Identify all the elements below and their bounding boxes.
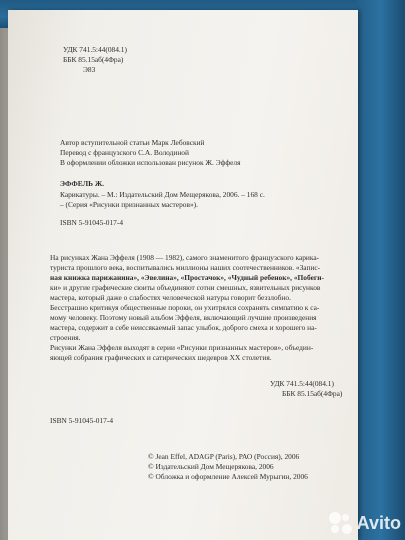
- annotation-line: яющей собрания графических и сатирических шедевров XX столетия.: [50, 353, 272, 362]
- annotation-line: Рисунки Жана Эффеля выходят в серии «Рисунки признанных мастеров», объедин-: [50, 343, 314, 352]
- annotation-line: Бесстрашно критикуя общественные пороки, он ухитрялся сохранять симпатию к са-: [50, 303, 320, 312]
- annotation-line: туриста прошлого века, воспитывались миллионы наших соотечественников. «Запис-: [50, 263, 321, 272]
- annotation-line: мому человеку. Поэтому новый альбом Эффеля, включающий лучшие произведения: [50, 313, 317, 322]
- avito-logo-icon: [327, 510, 353, 536]
- annotation-line: строения.: [50, 333, 81, 342]
- udk-code-top: УДК 741.5:44(084.1): [63, 45, 127, 54]
- bbk-code-top: ББК 85.15аб(4Фра): [63, 55, 124, 64]
- credit-translator: Перевод с французского С.А. Володиной: [60, 148, 189, 157]
- annotation-line: На рисунках Жана Эффеля (1908 — 1982), самого знаменитого французского карика-: [50, 253, 320, 262]
- credit-cover: В оформлении обложки использован рисунок Ж. Эффеля: [60, 158, 241, 167]
- biblio-line-1: Карикатуры. – М.: Издательский Дом Мещерякова, 2006. – 168 с.: [60, 190, 265, 199]
- imprint-page: [8, 10, 358, 540]
- copyright-line: © Обложка и оформление Алексей Мурыгин, 2006: [148, 472, 308, 481]
- author-heading: ЭФФЕЛЬ Ж.: [60, 179, 104, 188]
- cutter-mark: Э83: [83, 65, 96, 74]
- annotation-line: мастера, содержит в себе неиссякаемый запас улыбок, доброго смеха и хорошего на-: [50, 323, 317, 332]
- isbn-top: ISBN 5-91045-017-4: [60, 218, 124, 227]
- annotation-line: ная книжка парижанина», «Эвелина», «Простачок», «Чудный ребенок», «Побеги-: [50, 273, 324, 282]
- annotation-line: мастера, который даже о слабостях человеческой натуры говорит беззлобно.: [50, 293, 291, 302]
- udk-code-right: УДК 741.5:44(084.1): [270, 379, 334, 388]
- copyright-line: © Издательский Дом Мещерякова, 2006: [148, 462, 274, 471]
- biblio-line-2: – (Серия «Рисунки признанных мастеров»).: [60, 200, 198, 209]
- avito-watermark-text: Avito: [356, 512, 401, 533]
- copyright-line: © Jean Effel, ADAGP (Paris), РАО (Россия), 2006: [148, 452, 300, 461]
- bbk-code-right: ББК 85.15аб(4Фра): [282, 389, 343, 398]
- credit-author-intro: Автор вступительной статьи Марк Лебовский: [60, 138, 205, 147]
- isbn-bottom: ISBN 5-91045-017-4: [50, 416, 114, 425]
- book-cover-right-edge: [357, 0, 405, 540]
- avito-watermark: [327, 510, 401, 536]
- annotation-line: ки» и другие графические сюиты объединяют сотни смешных, язвительных рисунков: [50, 283, 321, 292]
